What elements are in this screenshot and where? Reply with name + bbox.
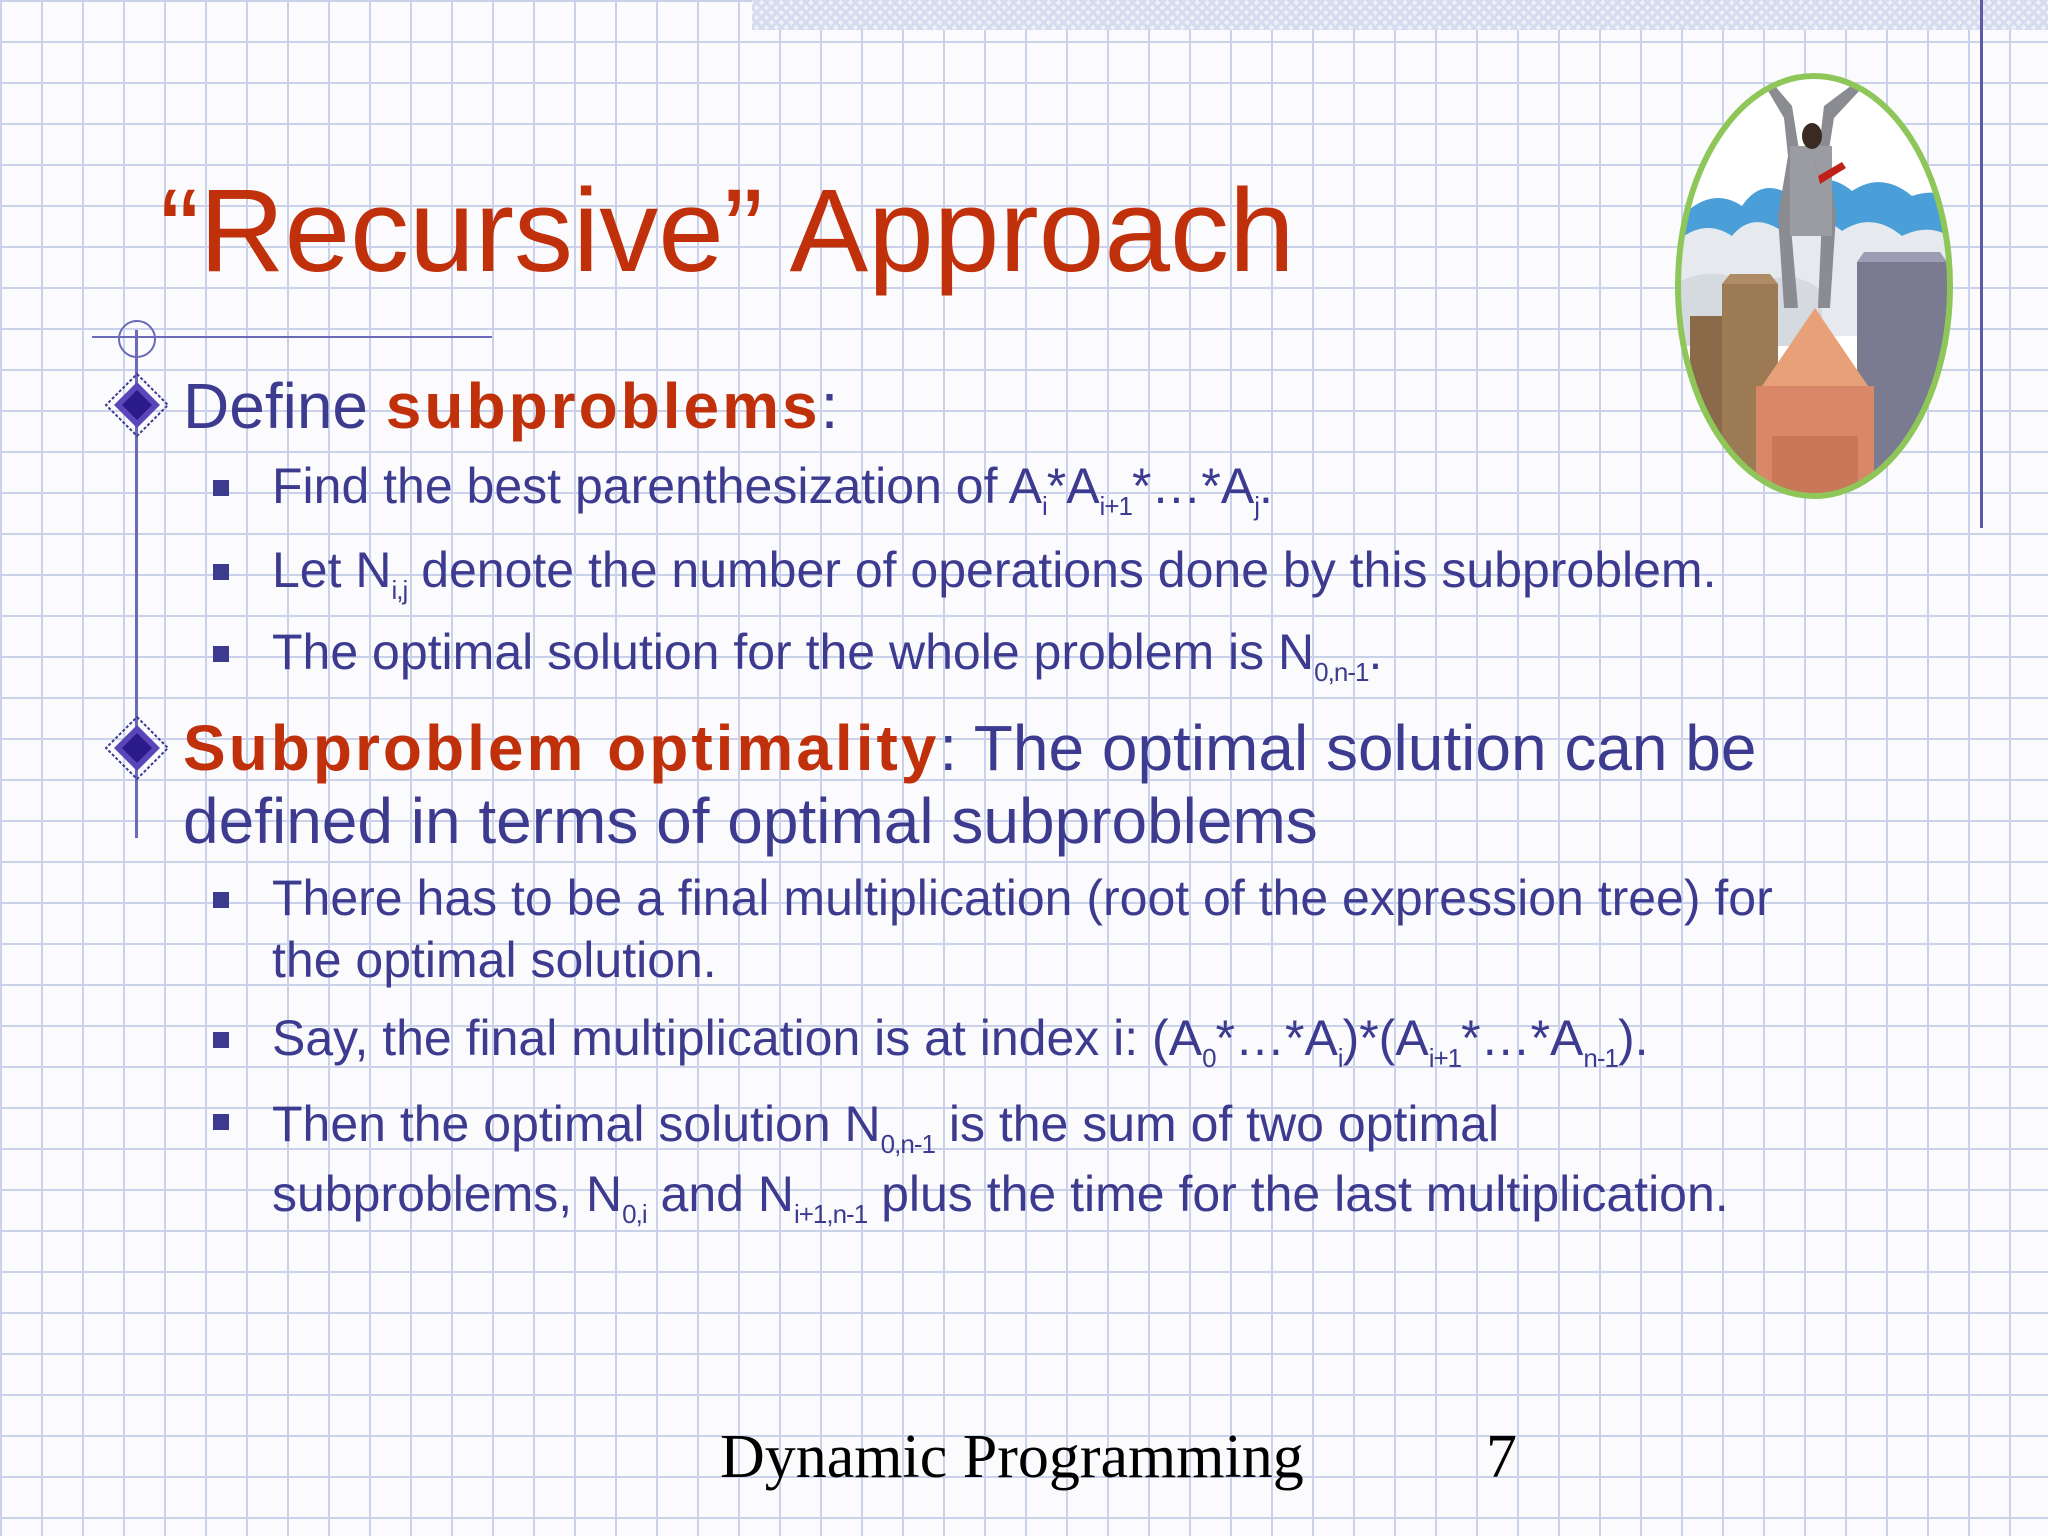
diamond-bullet-icon xyxy=(104,715,170,781)
subbullet-final-multiplication xyxy=(272,867,1773,991)
bullet-text: : The optimal solution can be xyxy=(939,712,1757,784)
square-bullet-icon xyxy=(213,1114,229,1130)
subbullet-optimal-whole xyxy=(272,621,1383,687)
text: Let N xyxy=(272,542,392,598)
subscript: 0,n-1 xyxy=(1314,657,1369,687)
text: ). xyxy=(1617,1010,1649,1066)
text: . xyxy=(1368,624,1383,680)
subbullet-sum-of-two xyxy=(272,1089,1729,1229)
bullet-text: Define xyxy=(183,370,386,442)
subscript: j xyxy=(1254,491,1260,521)
subscript: i+1,n-1 xyxy=(793,1199,868,1229)
square-bullet-icon xyxy=(213,646,229,662)
text: Say, the final multiplication is at index i: (A xyxy=(272,1010,1203,1066)
subscript: i+1 xyxy=(1099,491,1132,521)
text: *…*A xyxy=(1461,1010,1584,1066)
emphasis-subproblems: subproblems xyxy=(385,370,821,442)
diamond-bullet-icon xyxy=(104,372,170,438)
subscript: 0 xyxy=(1202,1043,1216,1073)
crosshair-ornament-icon xyxy=(118,320,156,358)
text: . xyxy=(1259,458,1273,514)
text: is the sum of two optimal xyxy=(934,1096,1500,1152)
subscript: 0,i xyxy=(622,1199,647,1229)
square-bullet-icon xyxy=(213,1032,229,1048)
text: and N xyxy=(646,1166,794,1222)
subbullet-let-nij xyxy=(272,539,1717,605)
subbullet-best-parenthesization xyxy=(272,455,1273,521)
top-pattern-band xyxy=(752,0,2048,30)
text: plus the time for the last multiplication. xyxy=(867,1166,1729,1222)
subscript: 0,n-1 xyxy=(880,1129,935,1159)
square-bullet-icon xyxy=(213,480,229,496)
text: )*(A xyxy=(1342,1010,1429,1066)
bullet-text-colon: : xyxy=(820,370,839,442)
bullet-subproblem-optimality xyxy=(183,712,1756,858)
text: subproblems, N xyxy=(272,1166,623,1222)
text: Then the optimal solution N xyxy=(272,1096,881,1152)
text: There has to be a final multiplication (root of the expression tree) for xyxy=(272,870,1773,926)
businessman-on-buildings-clipart xyxy=(1672,46,1956,506)
right-vertical-rule xyxy=(1980,0,1983,528)
text: *…*A xyxy=(1215,1010,1338,1066)
subscript: n-1 xyxy=(1583,1043,1618,1073)
text: the optimal solution. xyxy=(272,932,717,988)
subscript: i+1 xyxy=(1428,1043,1462,1073)
square-bullet-icon xyxy=(213,564,229,580)
text: *…*A xyxy=(1131,458,1255,514)
subscript: i xyxy=(1041,491,1047,521)
text: The optimal solution for the whole problem is N xyxy=(272,624,1315,680)
slide-title: “Recursive” Approach xyxy=(160,165,1295,297)
page-number: 7 xyxy=(1486,1423,1517,1491)
subbullet-index-i xyxy=(272,1007,1649,1073)
text: denote the number of operations done by this subproblem. xyxy=(407,542,1717,598)
square-bullet-icon xyxy=(213,892,229,908)
text: *A xyxy=(1046,458,1100,514)
emphasis-subproblem-optimality: Subproblem optimality xyxy=(183,712,940,784)
bullet-text-line2: defined in terms of optimal subproblems xyxy=(183,785,1318,857)
text: Find the best parenthesization of A xyxy=(272,458,1042,514)
footer-title: Dynamic Programming xyxy=(720,1423,1304,1491)
bullet-define-subproblems xyxy=(183,370,838,443)
subscript: i xyxy=(1337,1043,1343,1073)
subscript: i,j xyxy=(391,575,408,605)
